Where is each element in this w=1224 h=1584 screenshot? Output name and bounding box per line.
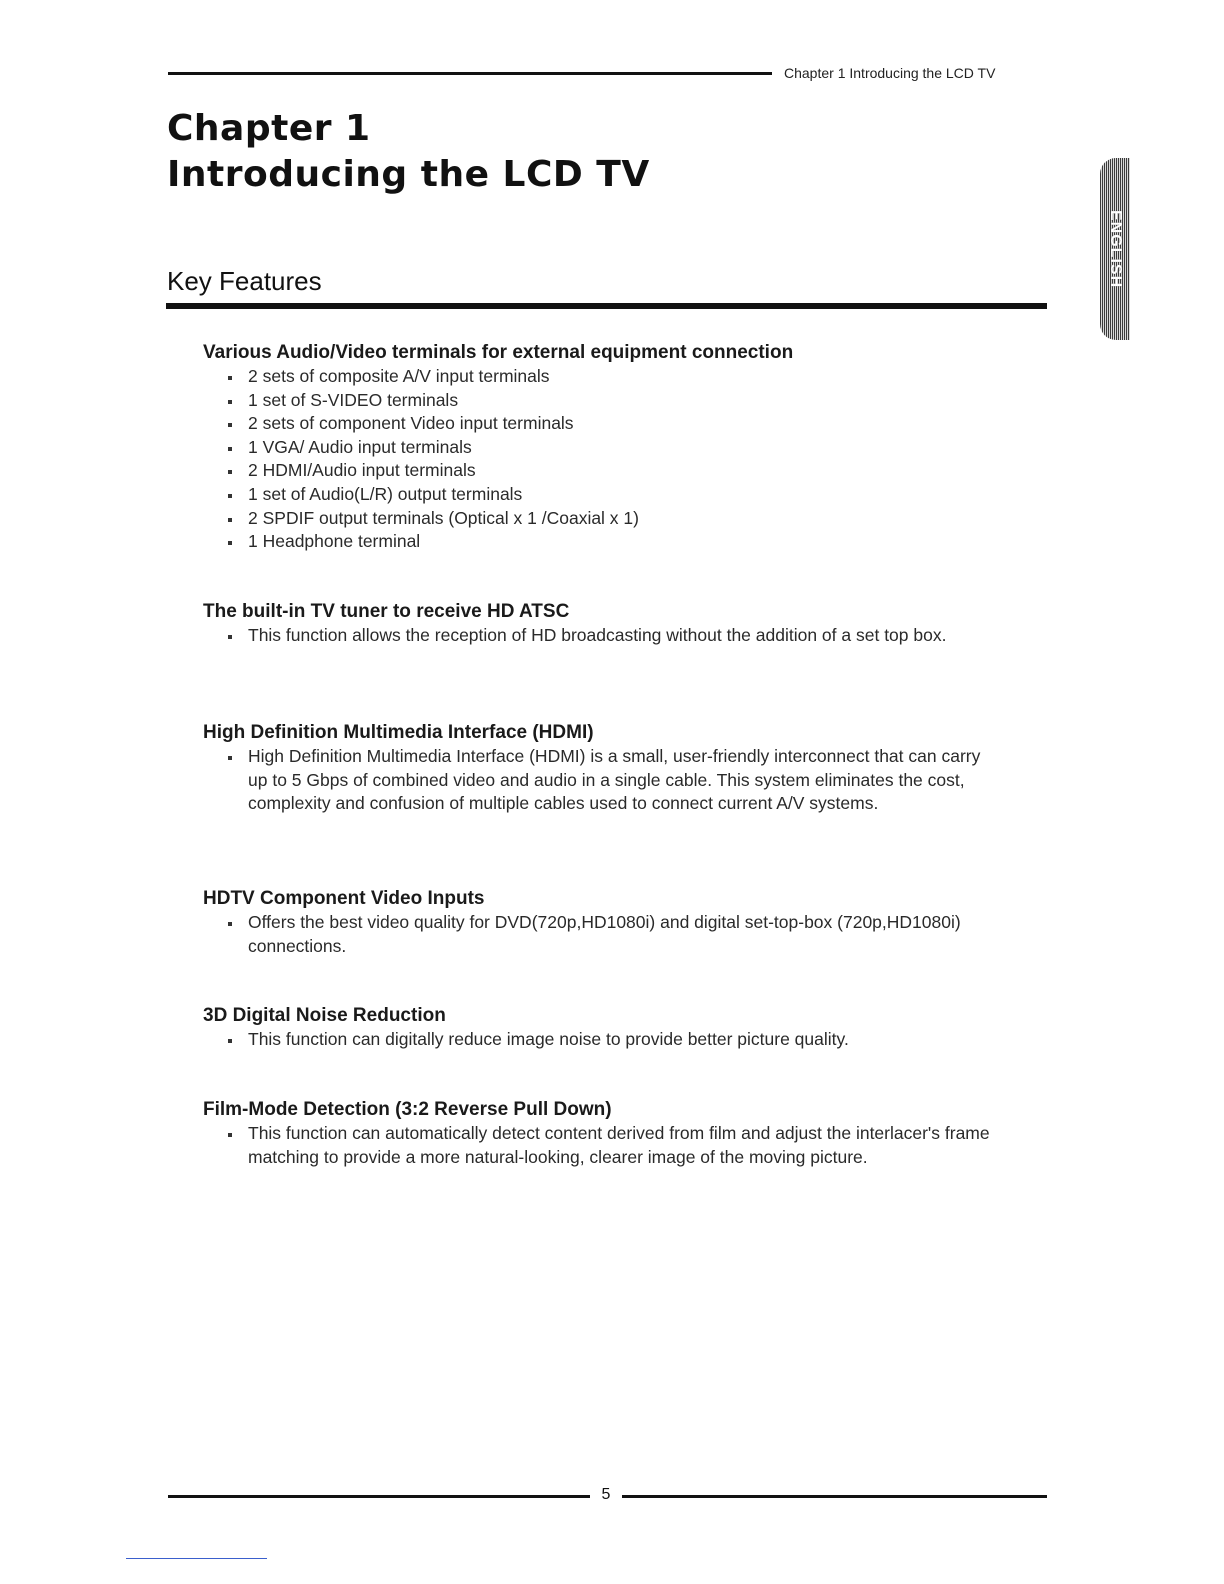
- feature-hdmi: [203, 721, 1003, 816]
- footer-rule-right: [622, 1495, 1047, 1498]
- chapter-number: Chapter 1: [167, 108, 371, 149]
- feature-heading: HDTV Component Video Inputs: [203, 888, 485, 909]
- feature-list: [203, 911, 1003, 958]
- feature-list: [203, 365, 1003, 554]
- list-item: 2 sets of component Video input terminals: [203, 412, 1003, 436]
- feature-heading: Various Audio/Video terminals for external equipment connection: [203, 342, 794, 363]
- list-item: 1 VGA/ Audio input terminals: [203, 436, 1003, 460]
- section-rule: [166, 303, 1047, 309]
- list-item: 2 HDMI/Audio input terminals: [203, 459, 1003, 483]
- feature-list: [203, 1122, 1003, 1169]
- feature-heading: 3D Digital Noise Reduction: [203, 1005, 446, 1026]
- chapter-name: Introducing the LCD TV: [167, 154, 650, 195]
- running-head: Chapter 1 Introducing the LCD TV: [784, 65, 996, 81]
- list-item: Offers the best video quality for DVD(720p,HD1080i) and digital set-top-box (720p,HD1080i) connections.: [203, 911, 1003, 958]
- language-tab-label: ENGLISH: [1107, 209, 1124, 289]
- feature-av-terminals: [203, 341, 1003, 554]
- feature-component-video: [203, 887, 1003, 958]
- list-item: High Definition Multimedia Interface (HDMI) is a small, user-friendly interconnect that can carry up to 5 Gbps of combined video and audio in a single cable. This system eliminates the cost, complexity and confusion of multiple cables used to connect current A/V systems.: [203, 745, 1003, 816]
- bottom-underline-mark: [126, 1558, 267, 1559]
- header-rule: [168, 72, 772, 75]
- page-number: 5: [601, 1486, 611, 1503]
- feature-tv-tuner: [203, 600, 1003, 648]
- section-title: Key Features: [167, 266, 322, 296]
- feature-list: [203, 1028, 1003, 1052]
- list-item: 1 set of S-VIDEO terminals: [203, 389, 1003, 413]
- footer-rule-left: [168, 1495, 590, 1498]
- feature-list: [203, 745, 1003, 816]
- chapter-title: [167, 106, 650, 198]
- list-item: This function can automatically detect content derived from film and adjust the interlacer's frame matching to provide a more natural-looking, clearer image of the moving picture.: [203, 1122, 1003, 1169]
- list-item: 1 set of Audio(L/R) output terminals: [203, 483, 1003, 507]
- feature-noise-reduction: [203, 1004, 1003, 1052]
- feature-film-mode: [203, 1098, 1003, 1169]
- list-item: This function allows the reception of HD broadcasting without the addition of a set top box.: [203, 624, 1003, 648]
- list-item: This function can digitally reduce image noise to provide better picture quality.: [203, 1028, 1003, 1052]
- feature-heading: Film-Mode Detection (3:2 Reverse Pull Down): [203, 1099, 612, 1120]
- list-item: 1 Headphone terminal: [203, 530, 1003, 554]
- feature-heading: High Definition Multimedia Interface (HDMI): [203, 722, 594, 743]
- feature-list: [203, 624, 1003, 648]
- list-item: 2 sets of composite A/V input terminals: [203, 365, 1003, 389]
- list-item: 2 SPDIF output terminals (Optical x 1 /Coaxial x 1): [203, 507, 1003, 531]
- feature-heading: The built-in TV tuner to receive HD ATSC: [203, 601, 570, 622]
